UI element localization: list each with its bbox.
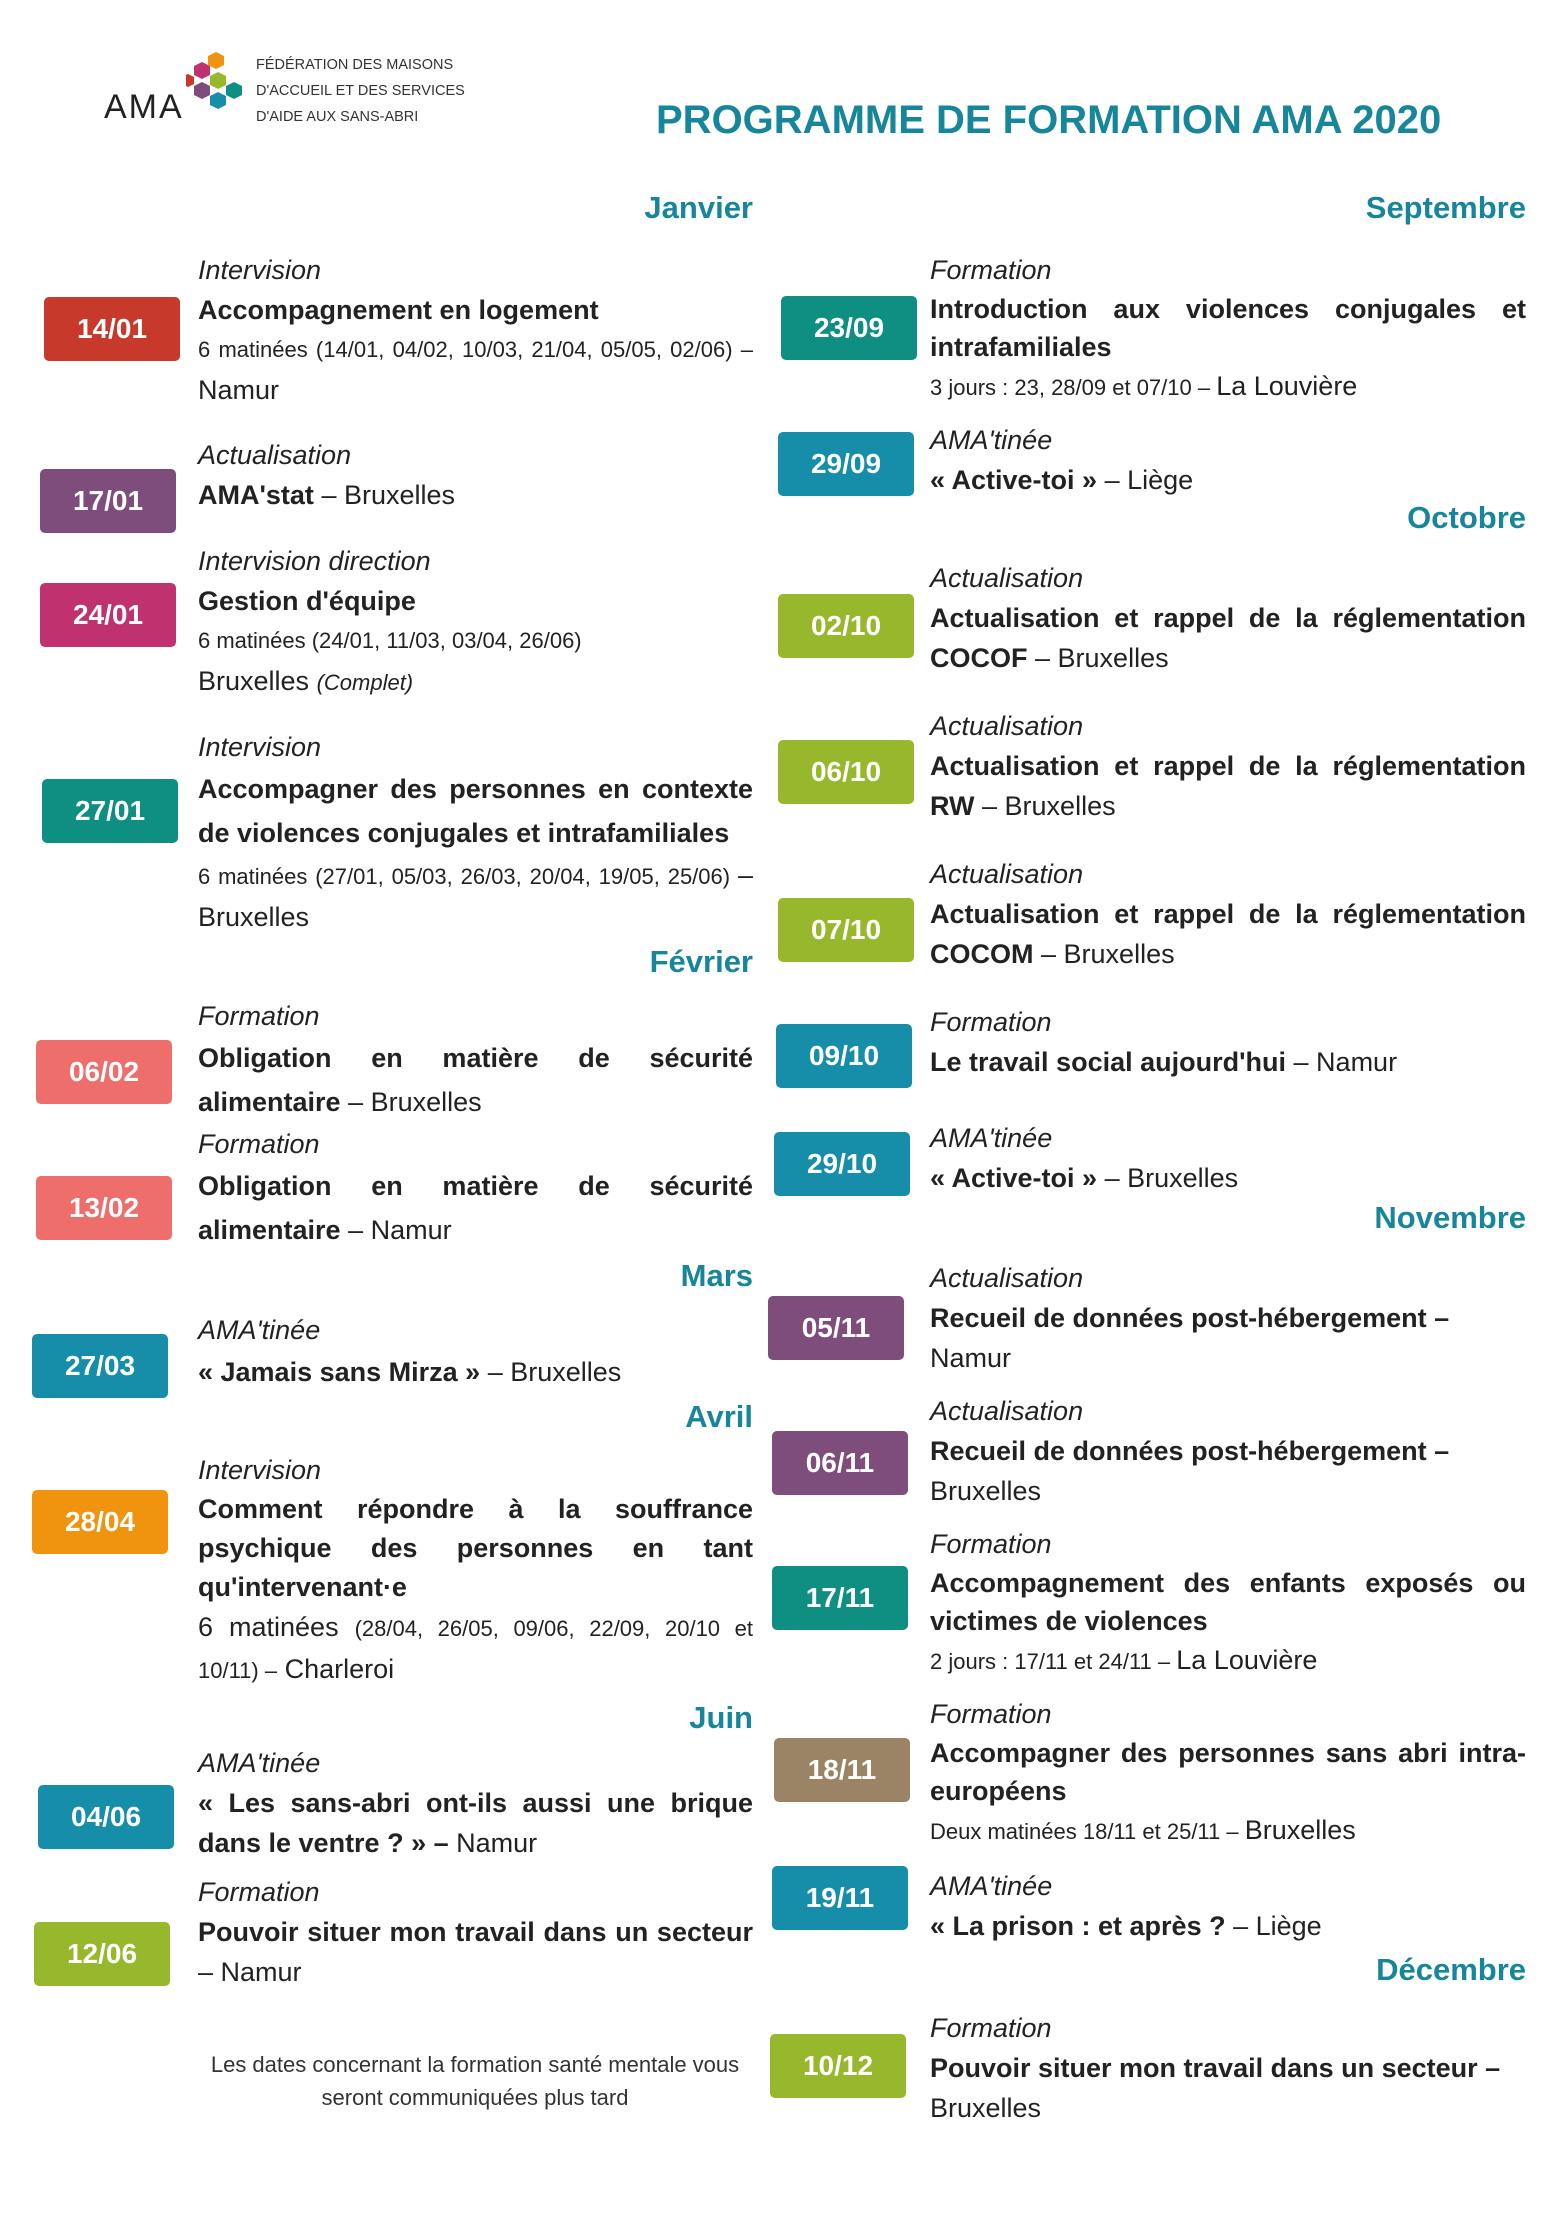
entry-title: « Active-toi » bbox=[930, 465, 1098, 495]
date-badge: 17/11 bbox=[772, 1566, 908, 1630]
month-heading: Décembre bbox=[1376, 1952, 1526, 1987]
date-badge: 17/01 bbox=[40, 469, 176, 533]
entry-place: – Bruxelles bbox=[1035, 643, 1169, 673]
entry-title: Accompagnement en logement bbox=[198, 295, 599, 325]
date-badge: 05/11 bbox=[768, 1296, 904, 1360]
date-badge: 24/01 bbox=[40, 583, 176, 647]
entry-category: AMA'tinée bbox=[198, 1748, 321, 1778]
date-badge: 02/10 bbox=[778, 594, 914, 658]
entry-place: Namur bbox=[456, 1828, 538, 1858]
entry-title: Pouvoir situer mon travail dans un secteur bbox=[198, 1917, 753, 1947]
hexagon-cluster-icon bbox=[186, 50, 252, 116]
entry-category: Intervision direction bbox=[198, 546, 431, 576]
date-badge: 06/11 bbox=[772, 1431, 908, 1495]
entry-category: Formation bbox=[198, 1129, 320, 1159]
date-badge: 18/11 bbox=[774, 1738, 910, 1802]
entry-category: Formation bbox=[930, 2013, 1052, 2043]
entry-title: AMA'stat bbox=[198, 480, 314, 510]
entry-place: – Bruxelles bbox=[348, 1087, 482, 1117]
entry-title: « Jamais sans Mirza » bbox=[198, 1357, 481, 1387]
date-badge: 13/02 bbox=[36, 1176, 172, 1240]
entry-title: Pouvoir situer mon travail dans un secteur – bbox=[930, 2053, 1501, 2083]
entry-title: « Active-toi » bbox=[930, 1163, 1098, 1193]
entry-category: Actualisation bbox=[930, 711, 1084, 741]
entry-title: Introduction aux violences conjugales et intrafamiliales bbox=[930, 294, 1526, 362]
month-heading: Février bbox=[649, 944, 753, 979]
entry-title: Accompagner des personnes en contexte de violences conjugales et intrafamiliales bbox=[198, 774, 753, 848]
date-badge: 29/10 bbox=[774, 1132, 910, 1196]
date-badge: 28/04 bbox=[32, 1490, 168, 1554]
entry-place: – Liège bbox=[1233, 1911, 1322, 1941]
entry-place: Bruxelles bbox=[930, 1476, 1042, 1506]
entry-title: Actualisation et rappel de la réglementation COCOF bbox=[930, 603, 1526, 673]
entry-title: Obligation en matière de sécurité alimentaire bbox=[198, 1043, 753, 1117]
date-badge: 27/01 bbox=[42, 779, 178, 843]
month-heading: Janvier bbox=[644, 190, 753, 225]
date-badge: 06/10 bbox=[778, 740, 914, 804]
month-heading: Mars bbox=[680, 1258, 753, 1293]
date-badge: 29/09 bbox=[778, 432, 914, 496]
entry-detail: 3 jours : 23, 28/09 et 07/10 – La Louvière bbox=[930, 371, 1358, 401]
complete-badge: (Complet) bbox=[316, 670, 414, 695]
entry-place: – Namur bbox=[348, 1215, 452, 1245]
entry-category: Actualisation bbox=[930, 1263, 1084, 1293]
entry-title: « La prison : et après ? bbox=[930, 1911, 1226, 1941]
entry-detail: 6 matinées (14/01, 04/02, 10/03, 21/04, 05/05, 02/06) – Namur bbox=[198, 337, 753, 405]
logo-text: AMA bbox=[104, 88, 184, 126]
entry-place: – Bruxelles bbox=[982, 791, 1116, 821]
date-badge: 27/03 bbox=[32, 1334, 168, 1398]
entry-title: Recueil de données post-hébergement – bbox=[930, 1436, 1450, 1466]
entry-place: – Liège bbox=[1104, 465, 1194, 495]
entry-title: Le travail social aujourd'hui bbox=[930, 1047, 1287, 1077]
footnote: Les dates concernant la formation santé mentale vous seront communiquées plus tard bbox=[210, 2052, 740, 2110]
date-badge: 06/02 bbox=[36, 1040, 172, 1104]
entry-place: – Namur bbox=[1293, 1047, 1398, 1077]
entry-category: AMA'tinée bbox=[930, 1871, 1053, 1901]
entry-title: Accompagnement des enfants exposés ou victimes de violences bbox=[930, 1568, 1526, 1636]
entry-place: – Bruxelles bbox=[1041, 939, 1175, 969]
entry-category: Actualisation bbox=[198, 440, 352, 470]
entry-category: Formation bbox=[198, 1877, 320, 1907]
entry-category: Formation bbox=[930, 1007, 1052, 1037]
date-badge: 09/10 bbox=[776, 1024, 912, 1088]
entry-title: Actualisation et rappel de la réglementation COCOM bbox=[930, 899, 1526, 969]
entry-place: – Namur bbox=[198, 1957, 302, 1987]
date-badge: 12/06 bbox=[34, 1922, 170, 1986]
month-heading: Juin bbox=[689, 1700, 753, 1735]
entry-category: Actualisation bbox=[930, 1396, 1084, 1426]
entry-category: Formation bbox=[930, 1699, 1052, 1729]
entry-category: AMA'tinée bbox=[930, 425, 1053, 455]
entry-title: Comment répondre à la souffrance psychique des personnes en tant qu'intervenant·e bbox=[198, 1494, 753, 1602]
entry-category: AMA'tinée bbox=[930, 1123, 1053, 1153]
entry-detail: 2 jours : 17/11 et 24/11 – La Louvière bbox=[930, 1645, 1318, 1675]
date-badge: 10/12 bbox=[770, 2034, 906, 2098]
entry-category: Formation bbox=[930, 255, 1052, 285]
entry-category: Formation bbox=[198, 1001, 320, 1031]
entry-place: Bruxelles bbox=[930, 2093, 1042, 2123]
entry-place: – Bruxelles bbox=[1104, 1163, 1239, 1193]
entry-place: – Bruxelles bbox=[321, 480, 456, 510]
entry-category: AMA'tinée bbox=[198, 1315, 321, 1345]
date-badge: 14/01 bbox=[44, 297, 180, 361]
date-badge: 23/09 bbox=[781, 296, 917, 360]
ama-logo bbox=[104, 50, 484, 140]
date-badge: 07/10 bbox=[778, 898, 914, 962]
date-badge: 19/11 bbox=[772, 1866, 908, 1930]
date-badge: 04/06 bbox=[38, 1785, 174, 1849]
entry-title: Recueil de données post-hébergement – bbox=[930, 1303, 1450, 1333]
entry-detail: 6 matinées (28/04, 26/05, 09/06, 22/09, 20/10 et 10/11) – Charleroi bbox=[198, 1612, 753, 1684]
entry-category: Actualisation bbox=[930, 563, 1084, 593]
entry-detail: 6 matinées (24/01, 11/03, 03/04, 26/06) bbox=[198, 628, 582, 653]
entry-title: Actualisation et rappel de la réglementation RW bbox=[930, 751, 1526, 821]
page-title: PROGRAMME DE FORMATION AMA 2020 bbox=[656, 98, 1442, 142]
entry-title: « Les sans-abri ont-ils aussi une brique dans le ventre ? » – bbox=[198, 1788, 753, 1858]
entry-place: – Bruxelles bbox=[487, 1357, 622, 1387]
month-heading: Octobre bbox=[1407, 500, 1526, 535]
entry-detail: Deux matinées 18/11 et 25/11 – Bruxelles bbox=[930, 1815, 1356, 1845]
entry-category: Intervision bbox=[198, 255, 322, 285]
entry-place: Bruxelles bbox=[198, 666, 310, 696]
entry-category: Intervision bbox=[198, 1455, 322, 1485]
entry-category: Formation bbox=[930, 1529, 1052, 1559]
month-heading: Novembre bbox=[1374, 1200, 1526, 1235]
organization-name: FÉDÉRATION DES MAISONS D'ACCUEIL ET DES SERVICES D'AIDE AUX SANS-ABRI bbox=[256, 57, 465, 125]
entry-place: Namur bbox=[930, 1343, 1012, 1373]
entry-detail: 6 matinées (27/01, 05/03, 26/03, 20/04, 19/05, 25/06) – Bruxelles bbox=[198, 860, 753, 932]
entry-title: Gestion d'équipe bbox=[198, 586, 416, 616]
entry-category: Actualisation bbox=[930, 859, 1084, 889]
month-heading: Septembre bbox=[1365, 190, 1526, 225]
month-heading: Avril bbox=[685, 1399, 753, 1434]
entry-category: Intervision bbox=[198, 732, 322, 762]
entry-title: Accompagner des personnes sans abri intra-européens bbox=[930, 1738, 1526, 1806]
entry-title: Obligation en matière de sécurité alimentaire bbox=[198, 1171, 753, 1245]
